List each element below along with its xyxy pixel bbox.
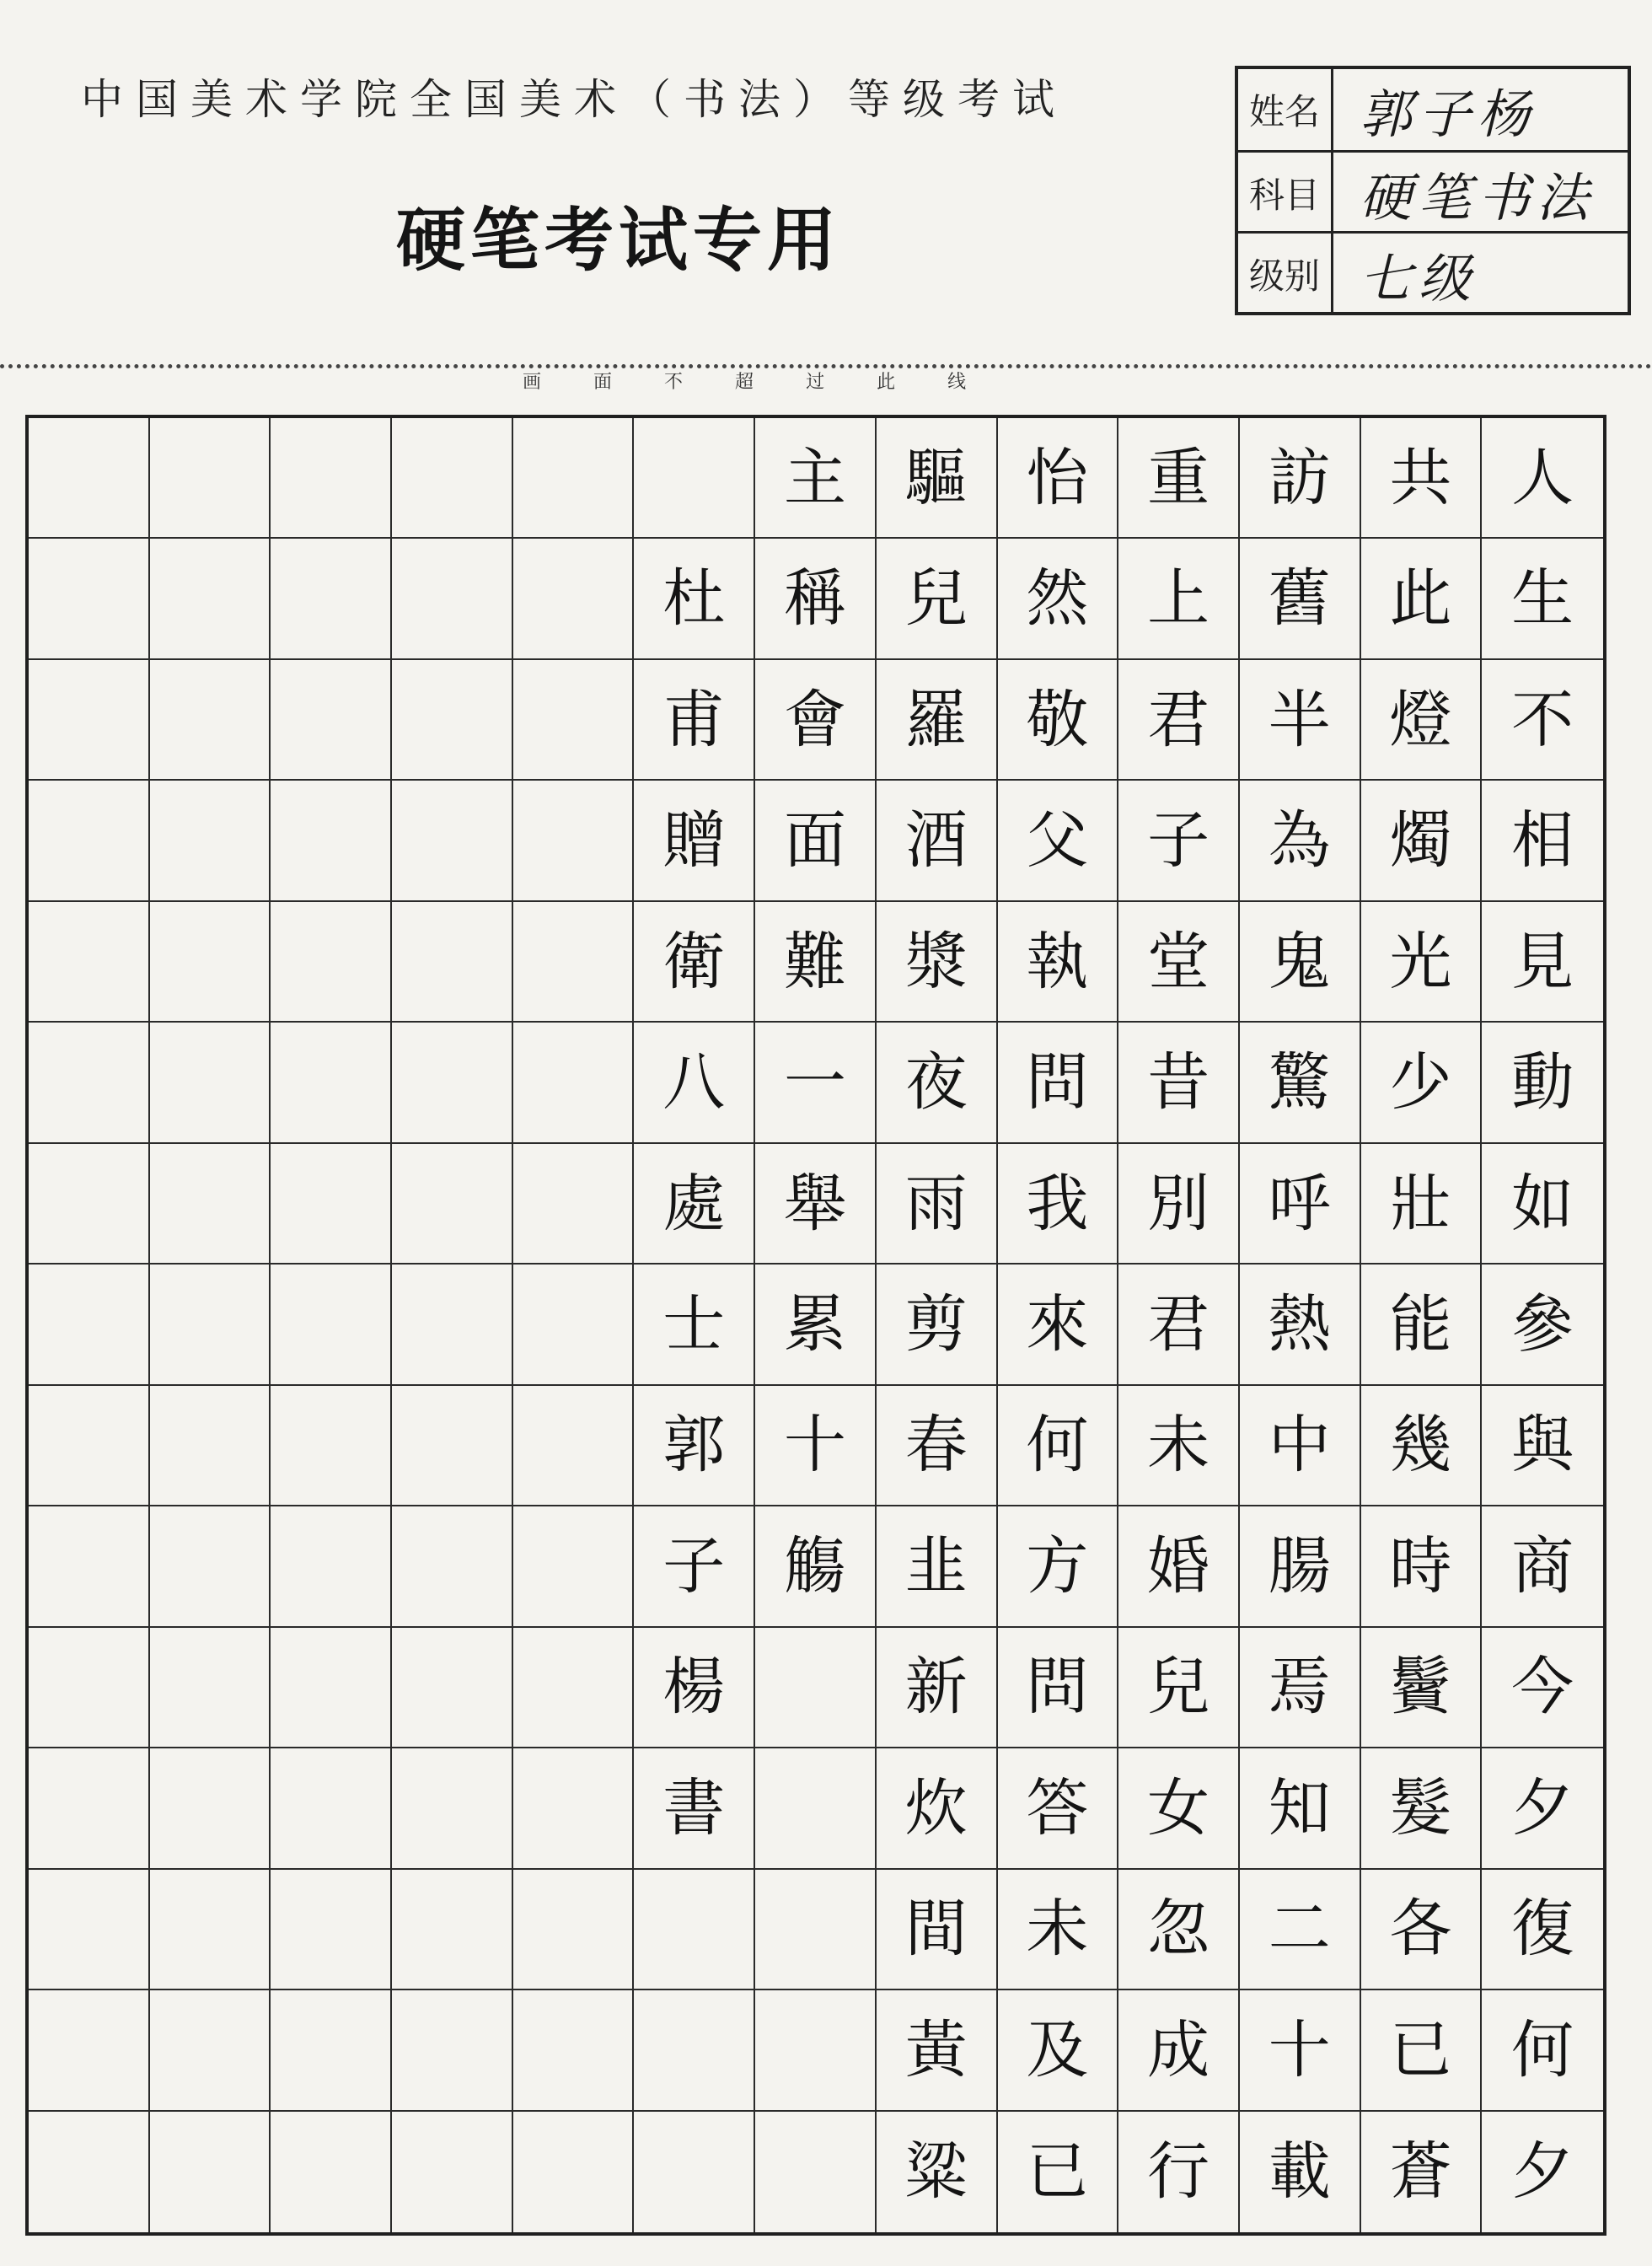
grid-cell — [513, 781, 635, 901]
cut-line-char: 超 — [735, 372, 754, 393]
grid-cell — [29, 1628, 150, 1748]
cut-line-label — [523, 368, 966, 394]
grid-cell: 羅 — [877, 660, 998, 781]
grid-cell: 蒼 — [1361, 2112, 1483, 2232]
grid-cell — [150, 1506, 271, 1627]
grid-cell: 焉 — [1240, 1628, 1361, 1748]
grid-cell: 何 — [998, 1386, 1119, 1506]
grid-cell — [29, 902, 150, 1023]
grid-cell — [392, 1386, 513, 1506]
grid-cell: 生 — [1482, 539, 1603, 659]
info-value-subject: 硬笔书法 — [1360, 166, 1596, 228]
grid-cell — [392, 418, 513, 539]
candidate-info-box — [1235, 66, 1631, 315]
grid-cell: 杜 — [634, 539, 755, 659]
grid-cell — [150, 902, 271, 1023]
grid-cell — [271, 1870, 392, 1990]
grid-cell — [29, 2112, 150, 2232]
grid-cell — [755, 2112, 877, 2232]
grid-cell: 知 — [1240, 1748, 1361, 1869]
grid-cell — [29, 1144, 150, 1265]
grid-cell: 半 — [1240, 660, 1361, 781]
grid-cell: 稱 — [755, 539, 877, 659]
grid-cell — [392, 1990, 513, 2111]
grid-cell: 君 — [1118, 1265, 1240, 1385]
grid-cell: 間 — [877, 1870, 998, 1990]
grid-cell — [271, 1023, 392, 1143]
grid-cell: 幾 — [1361, 1386, 1483, 1506]
info-row-name — [1238, 69, 1628, 150]
grid-cell: 今 — [1482, 1628, 1603, 1748]
grid-cell — [392, 1870, 513, 1990]
grid-cell: 如 — [1482, 1144, 1603, 1265]
cut-line-char: 不 — [664, 372, 684, 393]
grid-cell: 未 — [1118, 1386, 1240, 1506]
grid-cell — [392, 1265, 513, 1385]
grid-cell: 子 — [1118, 781, 1240, 901]
grid-cell: 酒 — [877, 781, 998, 901]
grid-cell — [755, 1870, 877, 1990]
grid-cell — [271, 1990, 392, 2111]
grid-cell: 昔 — [1118, 1023, 1240, 1143]
grid-cell: 能 — [1361, 1265, 1483, 1385]
grid-cell: 衛 — [634, 902, 755, 1023]
grid-cell: 熱 — [1240, 1265, 1361, 1385]
cut-line-char: 过 — [806, 372, 825, 393]
grid-cell — [755, 1748, 877, 1869]
grid-cell: 婚 — [1118, 1506, 1240, 1627]
grid-cell: 及 — [998, 1990, 1119, 2111]
grid-cell: 新 — [877, 1628, 998, 1748]
grid-cell — [271, 660, 392, 781]
grid-cell — [271, 1265, 392, 1385]
grid-cell: 動 — [1482, 1023, 1603, 1143]
grid-cell: 春 — [877, 1386, 998, 1506]
info-label-subject: 科目 — [1238, 153, 1333, 234]
grid-cell — [150, 418, 271, 539]
grid-cell — [513, 660, 635, 781]
grid-cell: 答 — [998, 1748, 1119, 1869]
grid-cell — [150, 1386, 271, 1506]
grid-cell: 處 — [634, 1144, 755, 1265]
grid-cell — [29, 1870, 150, 1990]
grid-cell — [392, 902, 513, 1023]
grid-cell: 壯 — [1361, 1144, 1483, 1265]
grid-cell: 十 — [1240, 1990, 1361, 2111]
grid-cell: 時 — [1361, 1506, 1483, 1627]
grid-cell — [150, 1990, 271, 2111]
grid-cell — [271, 1386, 392, 1506]
grid-cell — [29, 660, 150, 781]
grid-cell: 驚 — [1240, 1023, 1361, 1143]
grid-cell: 復 — [1482, 1870, 1603, 1990]
grid-cell: 怡 — [998, 418, 1119, 539]
grid-cell: 此 — [1361, 539, 1483, 659]
grid-cell — [150, 1144, 271, 1265]
grid-cell: 腸 — [1240, 1506, 1361, 1627]
grid-cell: 燭 — [1361, 781, 1483, 901]
grid-cell — [150, 2112, 271, 2232]
grid-cell — [150, 1265, 271, 1385]
grid-cell — [513, 902, 635, 1023]
grid-cell: 君 — [1118, 660, 1240, 781]
grid-cell — [29, 781, 150, 901]
grid-cell: 未 — [998, 1870, 1119, 1990]
grid-cell: 忽 — [1118, 1870, 1240, 1990]
grid-cell — [392, 1144, 513, 1265]
grid-cell: 子 — [634, 1506, 755, 1627]
info-row-level — [1238, 231, 1628, 314]
grid-cell: 主 — [755, 418, 877, 539]
grid-cell — [513, 1990, 635, 2111]
grid-cell: 父 — [998, 781, 1119, 901]
grid-cell: 別 — [1118, 1144, 1240, 1265]
grid-cell: 兒 — [877, 539, 998, 659]
grid-cell — [150, 1628, 271, 1748]
grid-cell: 面 — [755, 781, 877, 901]
writing-grid — [25, 415, 1606, 2236]
grid-cell — [29, 418, 150, 539]
grid-cell: 髮 — [1361, 1748, 1483, 1869]
grid-cell: 訪 — [1240, 418, 1361, 539]
grid-cell — [513, 1628, 635, 1748]
grid-cell: 夕 — [1511, 2135, 1574, 2209]
grid-cell: 堂 — [1118, 902, 1240, 1023]
grid-cell: 會 — [755, 660, 877, 781]
grid-cell: 然 — [998, 539, 1119, 659]
grid-cell: 漿 — [877, 902, 998, 1023]
grid-cell: 與 — [1482, 1386, 1603, 1506]
grid-cell: 問 — [998, 1023, 1119, 1143]
grid-cell — [150, 781, 271, 901]
grid-cell — [392, 660, 513, 781]
grid-cell: 士 — [634, 1265, 755, 1385]
grid-cell: 八 — [634, 1023, 755, 1143]
grid-cell — [29, 1023, 150, 1143]
grid-cell — [29, 1748, 150, 1869]
grid-cell: 問 — [998, 1628, 1119, 1748]
grid-cell: 舉 — [755, 1144, 877, 1265]
grid-cell — [513, 539, 635, 659]
grid-cell: 成 — [1118, 1990, 1240, 2111]
grid-cell: 舊 — [1240, 539, 1361, 659]
grid-cell — [29, 1265, 150, 1385]
grid-cell: 重 — [1118, 418, 1240, 539]
grid-cell — [513, 1870, 635, 1990]
grid-cell — [150, 1870, 271, 1990]
grid-cell: 載 — [1240, 2112, 1361, 2232]
grid-cell: 為 — [1240, 781, 1361, 901]
grid-cell — [271, 539, 392, 659]
info-value-level: 七级 — [1360, 247, 1478, 309]
grid-cell: 難 — [755, 902, 877, 1023]
grid-cell: 鬢 — [1361, 1628, 1483, 1748]
grid-cell — [392, 1748, 513, 1869]
info-label-level: 级别 — [1238, 234, 1333, 314]
grid-cell — [513, 1023, 635, 1143]
grid-cell: 各 — [1361, 1870, 1483, 1990]
grid-cell — [392, 2112, 513, 2232]
info-row-subject — [1238, 150, 1628, 234]
grid-cell: 累 — [755, 1265, 877, 1385]
grid-cell: 我 — [998, 1144, 1119, 1265]
grid-cell — [513, 418, 635, 539]
grid-cell — [29, 539, 150, 659]
grid-cell: 中 — [1240, 1386, 1361, 1506]
info-label-name: 姓名 — [1238, 69, 1333, 150]
grid-cell — [634, 1990, 755, 2111]
grid-cell: 粱 — [877, 2112, 998, 2232]
grid-cell — [392, 1628, 513, 1748]
grid-cell — [634, 2112, 755, 2232]
grid-cell: 郭 — [634, 1386, 755, 1506]
grid-cell: 楊 — [634, 1628, 755, 1748]
grid-cell: 夕 — [1482, 1748, 1603, 1869]
grid-cell: 敬 — [998, 660, 1119, 781]
grid-cell — [513, 1386, 635, 1506]
grid-cell — [271, 902, 392, 1023]
grid-cell: 鬼 — [1240, 902, 1361, 1023]
grid-cell — [513, 1748, 635, 1869]
grid-cell — [513, 1144, 635, 1265]
grid-cell — [392, 1023, 513, 1143]
grid-cell — [634, 418, 755, 539]
grid-cell — [271, 2112, 392, 2232]
grid-cell: 行 — [1118, 2112, 1240, 2232]
grid-cell: 炊 — [877, 1748, 998, 1869]
grid-cell: 韭 — [877, 1506, 998, 1627]
grid-cell — [271, 781, 392, 901]
grid-cell: 商 — [1482, 1506, 1603, 1627]
grid-cell: 光 — [1361, 902, 1483, 1023]
grid-cell: 二 — [1240, 1870, 1361, 1990]
grid-cell — [271, 1748, 392, 1869]
grid-cell: 呼 — [1240, 1144, 1361, 1265]
exam-header-line: 中国美术学院全国美术（书法）等级考试 — [81, 75, 1067, 124]
grid-cell — [755, 1628, 877, 1748]
grid-cell: 一 — [755, 1023, 877, 1143]
grid-cell — [392, 539, 513, 659]
grid-cell — [150, 660, 271, 781]
grid-cell: 不 — [1482, 660, 1603, 781]
grid-cell — [513, 1506, 635, 1627]
cut-line-char: 画 — [523, 372, 542, 393]
grid-cell: 已 — [998, 2112, 1119, 2232]
grid-cell: 何 — [1482, 1990, 1603, 2111]
grid-cell: 女 — [1118, 1748, 1240, 1869]
grid-cell — [150, 1748, 271, 1869]
grid-cell — [271, 1506, 392, 1627]
grid-cell — [29, 1506, 150, 1627]
grid-cell — [150, 1023, 271, 1143]
grid-cell: 來 — [998, 1265, 1119, 1385]
grid-cell — [513, 1265, 635, 1385]
grid-cell: 剪 — [877, 1265, 998, 1385]
grid-cell: 方 — [998, 1506, 1119, 1627]
grid-cell: 雨 — [877, 1144, 998, 1265]
grid-cell — [150, 539, 271, 659]
cut-line-char: 面 — [593, 372, 613, 393]
grid-cell — [392, 781, 513, 901]
grid-cell: 書 — [634, 1748, 755, 1869]
grid-cell — [29, 1990, 150, 2111]
grid-cell: 相 — [1482, 781, 1603, 901]
grid-cell — [392, 1506, 513, 1627]
grid-cell: 觴 — [755, 1506, 877, 1627]
grid-cell: 黃 — [877, 1990, 998, 2111]
grid-cell — [513, 2112, 635, 2232]
grid-cell: 贈 — [634, 781, 755, 901]
grid-cell — [634, 1870, 755, 1990]
grid-cell — [271, 418, 392, 539]
grid-cell — [755, 1990, 877, 2111]
grid-cell — [29, 1386, 150, 1506]
grid-cell: 甫 — [634, 660, 755, 781]
cut-line-char: 线 — [947, 372, 967, 393]
grid-cell: 夜 — [877, 1023, 998, 1143]
exam-title: 硬笔考试专用 — [396, 201, 842, 281]
grid-cell: 上 — [1118, 539, 1240, 659]
grid-cell: 兒 — [1118, 1628, 1240, 1748]
grid-cell: 執 — [998, 902, 1119, 1023]
grid-cell — [271, 1628, 392, 1748]
info-value-name: 郭子杨 — [1360, 83, 1537, 145]
cut-line-char: 此 — [877, 372, 896, 393]
grid-cell — [271, 1144, 392, 1265]
grid-cell: 已 — [1361, 1990, 1483, 2111]
grid-cell: 驅 — [877, 418, 998, 539]
grid-cell: 少 — [1361, 1023, 1483, 1143]
grid-cell: 共 — [1361, 418, 1483, 539]
grid-cell: 十 — [755, 1386, 877, 1506]
grid-cell: 見 — [1482, 902, 1603, 1023]
grid-cell: 燈 — [1361, 660, 1483, 781]
grid-cell: 參 — [1482, 1265, 1603, 1385]
grid-cell: 人 — [1482, 418, 1603, 539]
